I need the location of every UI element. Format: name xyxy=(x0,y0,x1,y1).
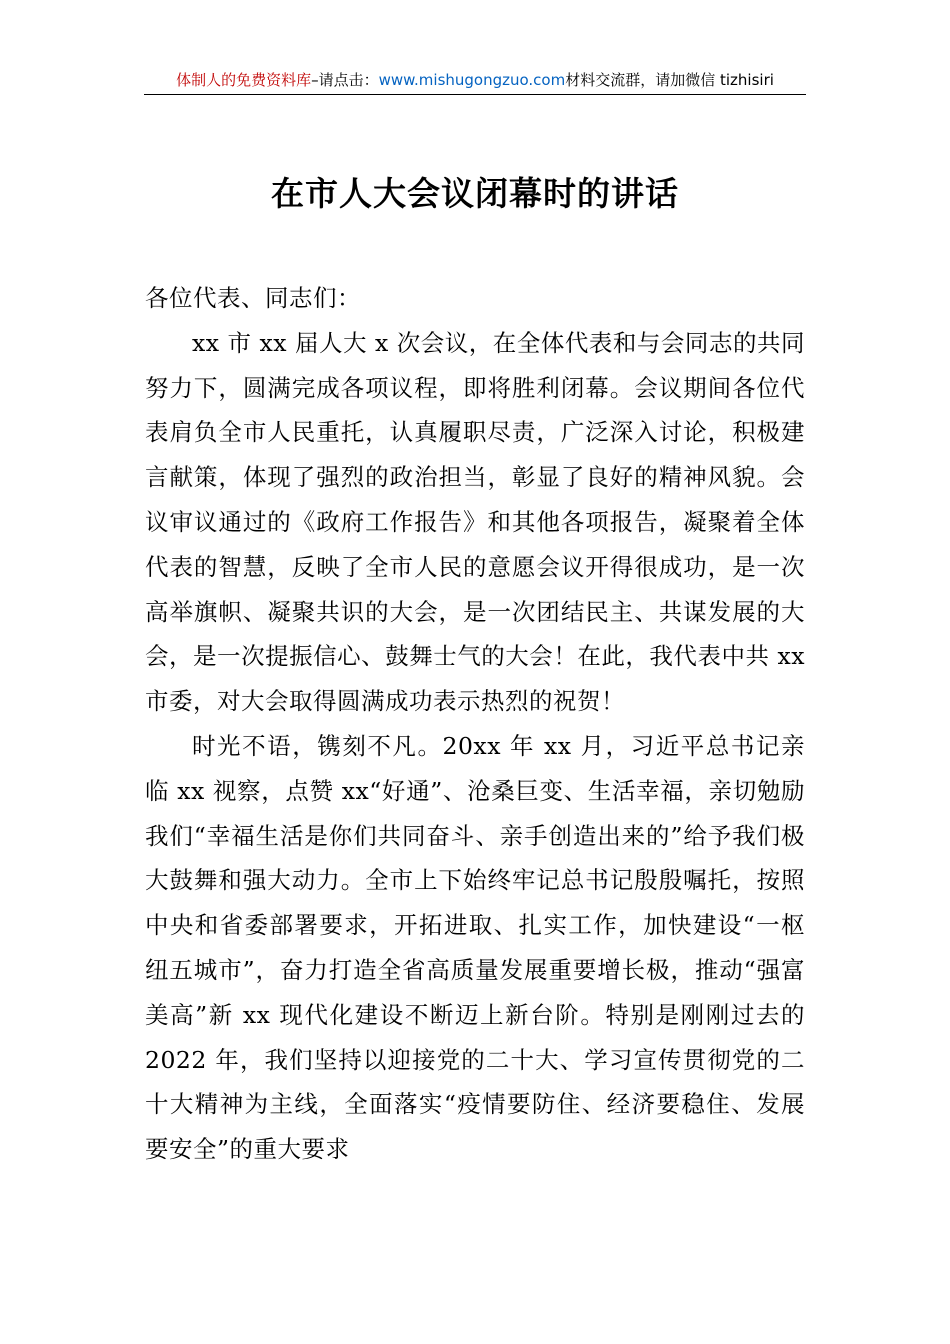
paragraph-1: xx 市 xx 届人大 x 次会议，在全体代表和与会同志的共同努力下，圆满完成各项议程，即将胜利闭幕。会议期间各位代表肩负全市人民重托，认真履职尽责，广泛深入讨论，积极建言献策，体现了强烈的政治担当，彰显了良好的精神风貌。会议审议通过的《政府工作报告》和其他各项报告，凝聚着全体代表的智慧，反映了全市人民的意愿会议开得很成功，是一次高举旗帜、凝聚共识的大会，是一次团结民主、共谋发展的大会，是一次提振信心、鼓舞士气的大会！在此，我代表中共 xx 市委，对大会取得圆满成功表示热烈的祝贺！ xyxy=(145,328,805,716)
document-body xyxy=(145,276,805,1172)
salutation: 各位代表、同志们： xyxy=(145,284,361,312)
header-link[interactable]: www.mishugongzuo.com xyxy=(378,71,566,89)
page-header xyxy=(144,68,806,95)
header-contact: 材料交流群，请加微信 tizhisiri xyxy=(565,71,774,89)
document-title: 在市人大会议闭幕时的讲话 xyxy=(271,174,679,213)
header-prompt: –请点击： xyxy=(311,71,379,89)
paragraph-2: 时光不语，镌刻不凡。20xx 年 xx 月，习近平总书记亲临 xx 视察，点赞 xx“好通”、沧桑巨变、生活幸福，亲切勉励我们“幸福生活是你们共同奋斗、亲手创造出来的”给予我们极大鼓舞和强大动力。全市上下始终牢记总书记殷殷嘱托，按照中央和省委部署要求，开拓进取、扎实工作，加快建设“一枢纽五城市”，奋力打造全省高质量发展重要增长极，推动“强富美高”新 xx 现代化建设不断迈上新台阶。特别是刚刚过去的 2022 年，我们坚持以迎接党的二十大、学习宣传贯彻党的二十大精神为主线，全面落实“疫情要防住、经济要稳住、发展要安全”的重大要求 xyxy=(145,731,805,1164)
header-brand: 体制人的免费资料库 xyxy=(176,71,312,89)
